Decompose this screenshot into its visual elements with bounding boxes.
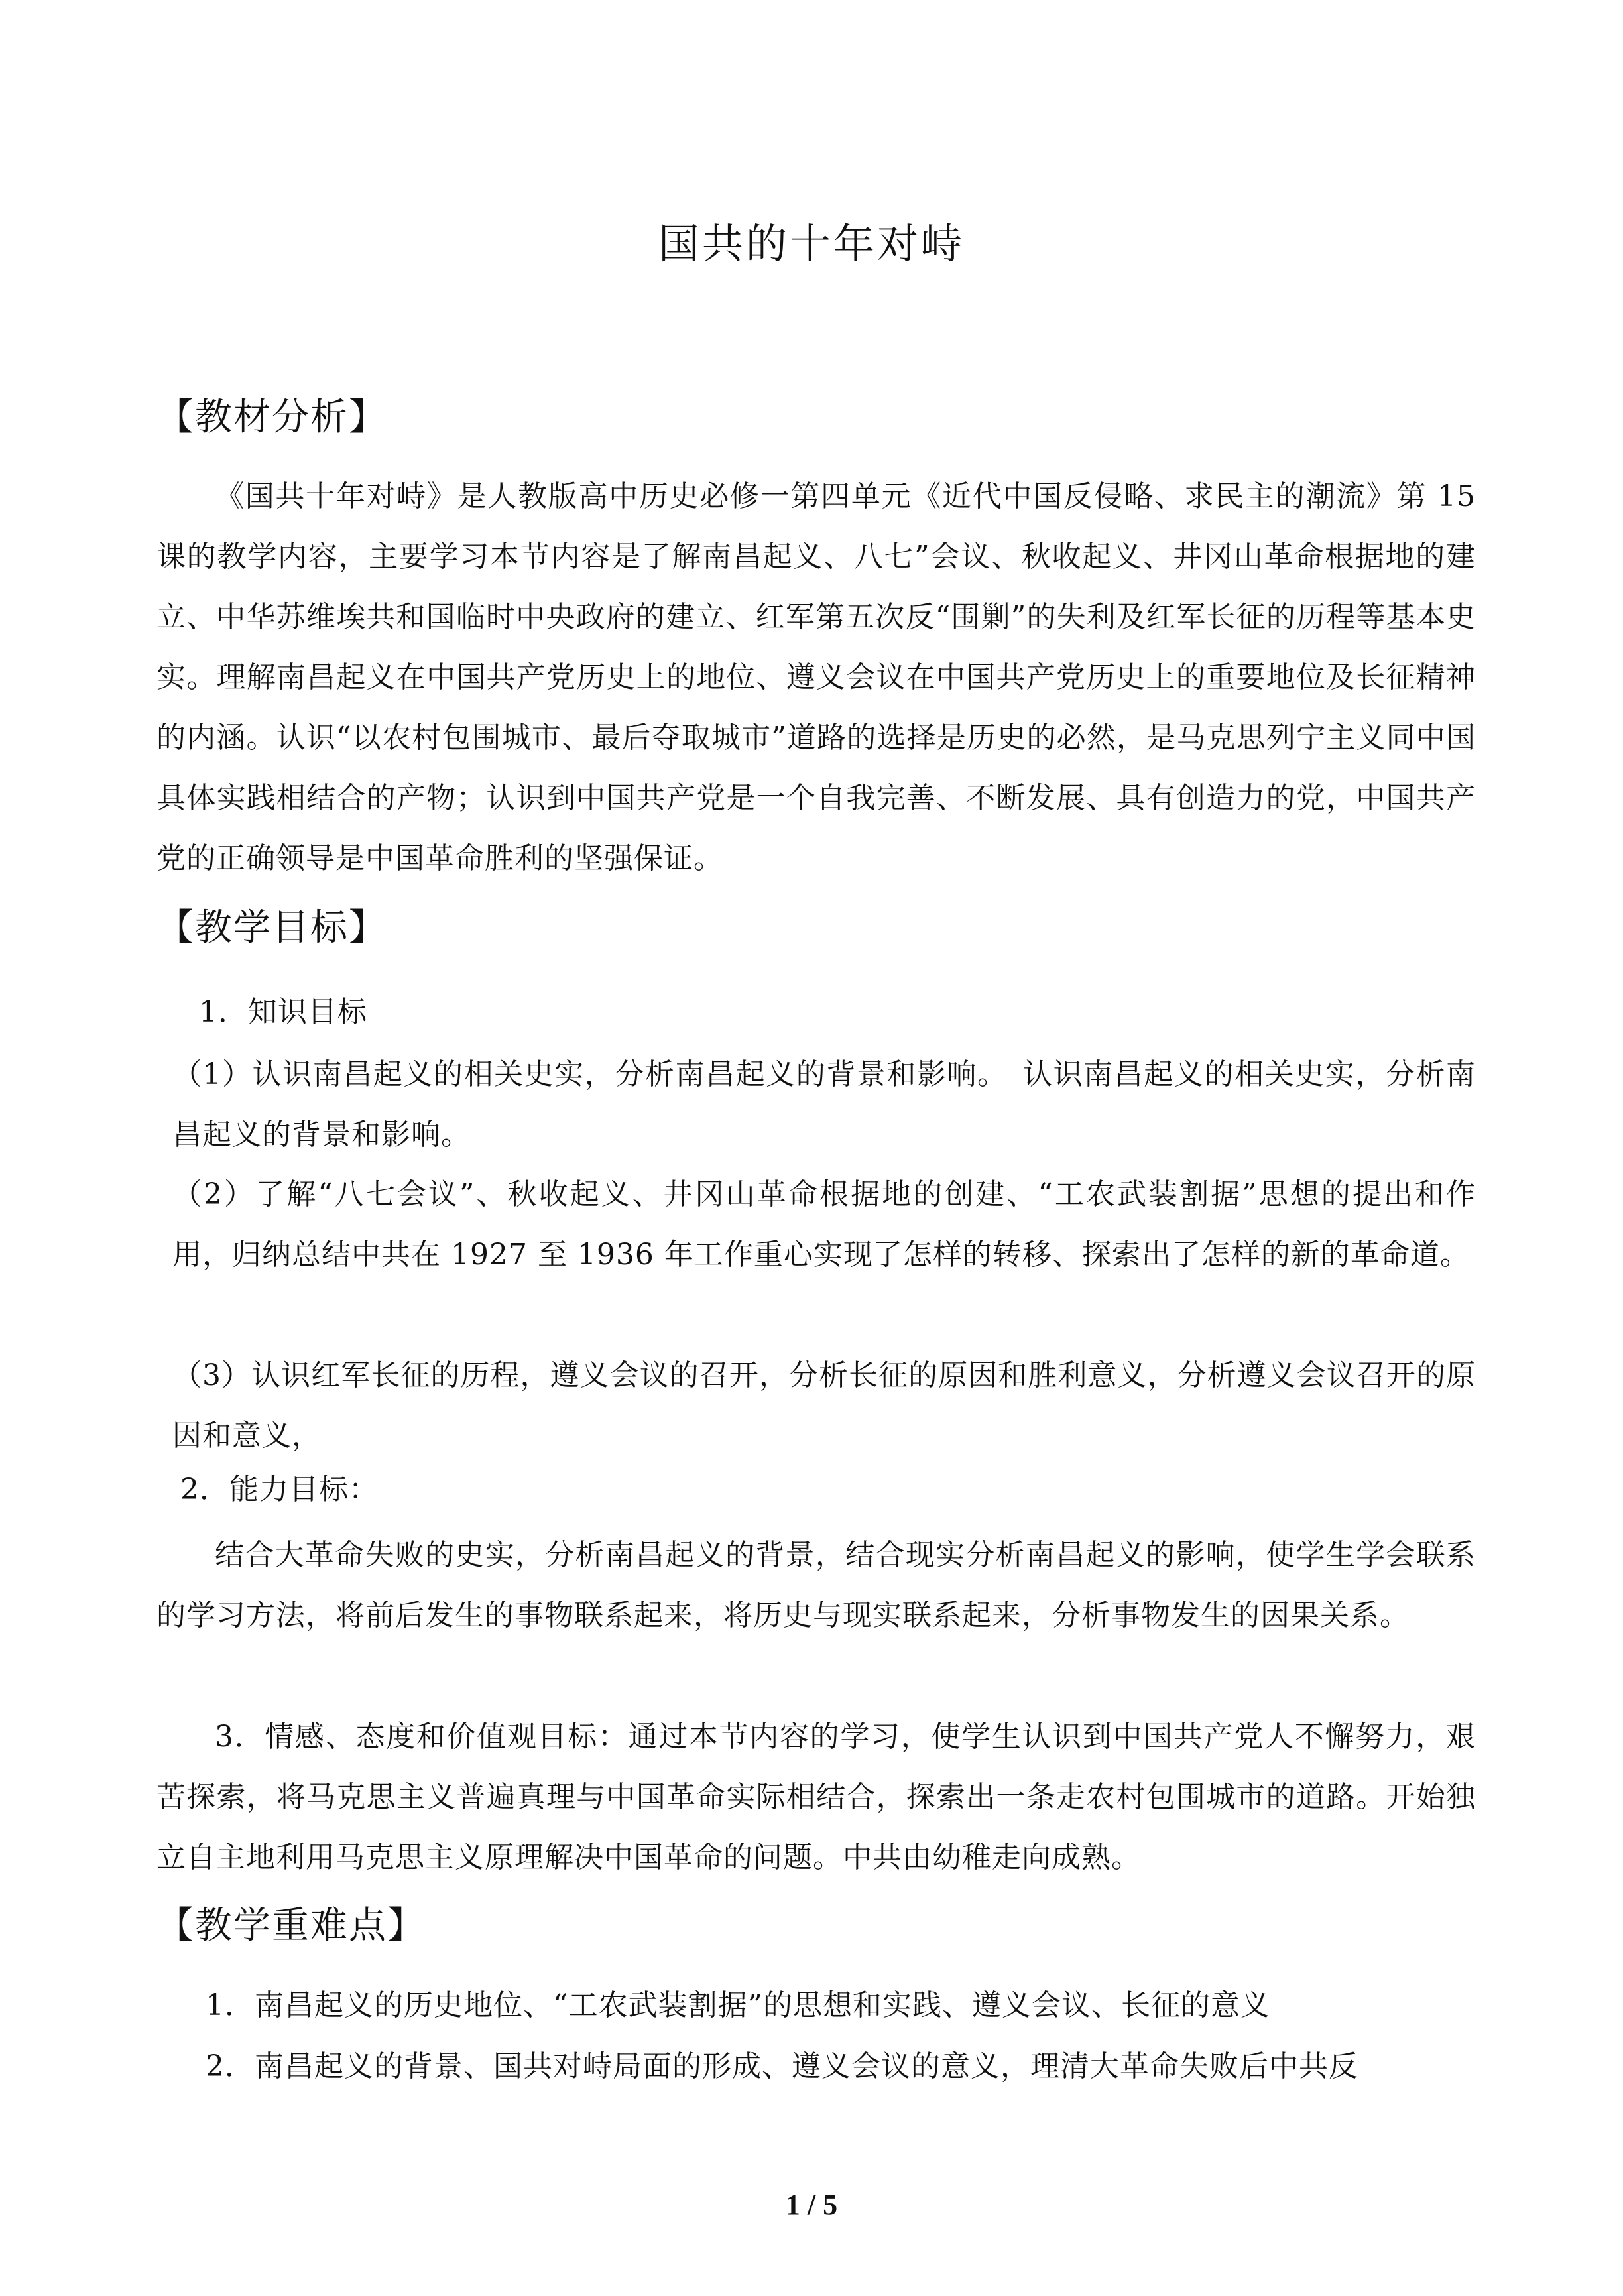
ability-goal-label: 2．能力目标：: [180, 1473, 379, 1506]
emotion-goal-paragraph: 3．情感、态度和价值观目标：通过本节内容的学习，使学生认识到中国共产党人不懈努力，艰苦探索，将马克思主义普遍真理与中国革命实际相结合，探索出一条走农村包围城市的道路。开始独立自主地利用马克思主义原理解决中国革命的问题。中共由幼稚走向成熟。: [156, 1720, 1476, 1874]
goal-item-1: （1）认识南昌起义的相关史实，分析南昌起义的背景和影响。 认识南昌起义的相关史实，分析南昌起义的背景和影响。: [172, 1057, 1476, 1152]
keypoint-item-1: 1．南昌起义的历史地位、“工农武装割据”的思想和实践、遵义会议、长征的意义: [206, 1988, 1270, 2022]
section-heading-keypoints: 【教学重难点】: [156, 1904, 426, 1947]
section-heading-goals: 【教学目标】: [156, 906, 387, 949]
goal-item-2: （2）了解“八七会议”、秋收起义、井冈山革命根据地的创建、“工农武装割据”思想的提出和作用，归纳总结中共在 1927 至 1936 年工作重心实现了怎样的转移、探索出了怎样的新的革命道。: [172, 1178, 1476, 1272]
page-title: 国共的十年对峙: [658, 219, 965, 268]
goal-item-3: （3）认识红军长征的历程，遵义会议的召开，分析长征的原因和胜利意义，分析遵义会议召开的原因和意义，: [172, 1359, 1476, 1453]
keypoint-item-2: 2．南昌起义的背景、国共对峙局面的形成、遵义会议的意义，理清大革命失败后中共反: [206, 2049, 1358, 2083]
page-number: 1 / 5: [785, 2189, 838, 2221]
section-heading-analysis: 【教材分析】: [156, 396, 387, 439]
knowledge-goal-label: 1．知识目标: [199, 995, 367, 1029]
analysis-paragraph: 《国共十年对峙》是人教版高中历史必修一第四单元《近代中国反侵略、求民主的潮流》第 15 课的教学内容，主要学习本节内容是了解南昌起义、八七”会议、秋收起义、井冈山革命根据地的建立、中华苏维埃共和国临时中央政府的建立、红军第五次反“围剿”的失利及红军长征的历程等基本史实。理解南昌起义在中国共产党历史上的地位、遵义会议在中国共产党历史上的重要地位及长征精神的内涵。认识“以农村包围城市、最后夺取城市”道路的选择是历史的必然，是马克思列宁主义同中国具体实践相结合的产物；认识到中国共产党是一个自我完善、不断发展、具有创造力的党，中国共产党的正确领导是中国革命胜利的坚强保证。: [156, 479, 1476, 875]
ability-goal-paragraph: 结合大革命失败的史实，分析南昌起义的背景，结合现实分析南昌起义的影响，使学生学会联系的学习方法，将前后发生的事物联系起来，将历史与现实联系起来，分析事物发生的因果关系。: [156, 1538, 1476, 1632]
